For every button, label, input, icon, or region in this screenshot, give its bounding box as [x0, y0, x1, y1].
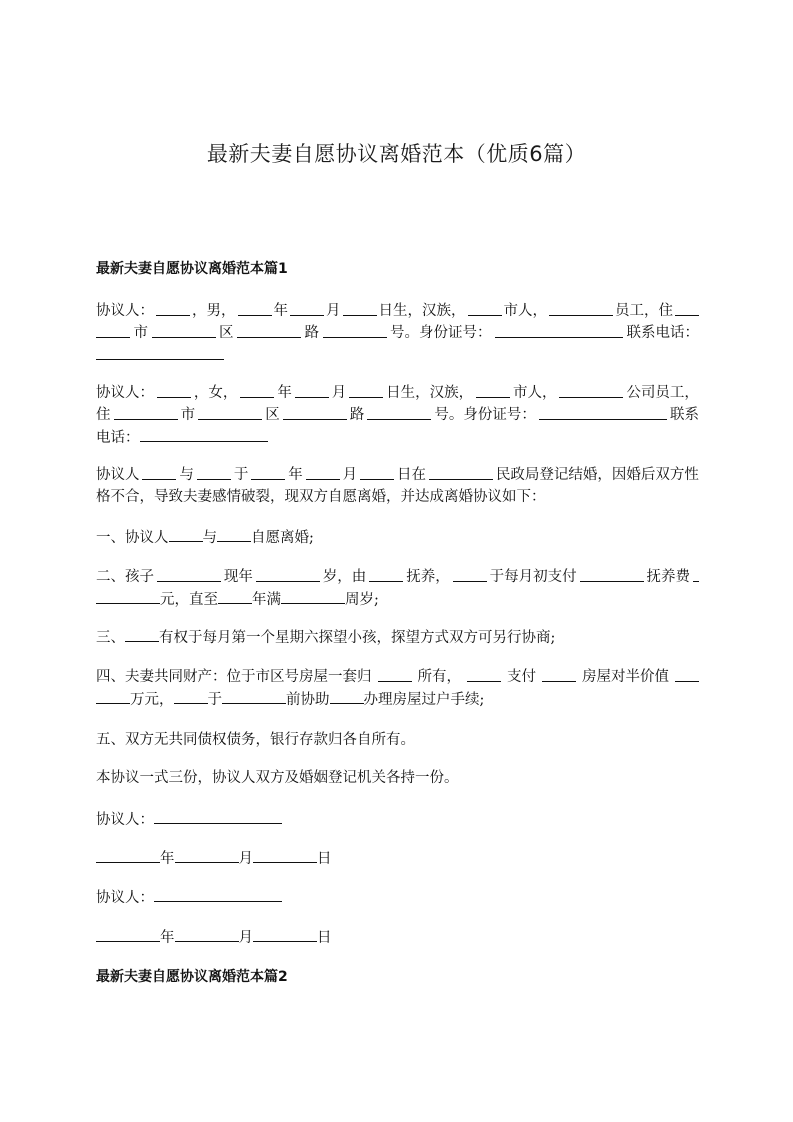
text: 协议人：	[96, 812, 154, 828]
blank-field	[467, 666, 501, 682]
clause-4-line-1	[96, 666, 699, 688]
blank-field	[453, 566, 487, 582]
text: 协议人	[96, 467, 140, 483]
text: 有权于每月第一个星期六探望小孩，探望方式双方可另行协商;	[159, 630, 556, 646]
blank-field	[238, 300, 272, 316]
blank-field	[156, 300, 190, 316]
blank-field	[559, 382, 623, 398]
blank-field	[283, 404, 347, 420]
text: 协议人：	[96, 303, 154, 319]
text: 市	[133, 325, 148, 341]
text: 二、孩子	[96, 569, 154, 585]
blank-field	[125, 626, 159, 642]
text: 自愿离婚;	[251, 530, 314, 546]
text: 与	[179, 467, 194, 483]
signature-2	[96, 886, 699, 908]
signature-1-line	[96, 808, 699, 830]
blank-field	[218, 588, 252, 604]
party-2-line-3	[96, 426, 699, 448]
blank-field	[369, 566, 403, 582]
text: 月	[238, 930, 253, 946]
text: 员工，住	[615, 303, 673, 319]
clause-2-line-2	[96, 588, 699, 610]
text: 周岁;	[345, 592, 379, 608]
text: 抚养，	[406, 569, 450, 585]
blank-field	[549, 300, 613, 316]
blank-field	[96, 344, 224, 360]
blank-field	[306, 464, 340, 480]
text: 一、协议人	[96, 530, 169, 546]
text: 市	[180, 407, 196, 423]
blank-field	[140, 426, 268, 442]
text: 日	[317, 851, 332, 867]
text: 号。身份证号：	[434, 407, 536, 423]
party-1-line-1	[96, 300, 699, 322]
clause-1	[96, 526, 699, 548]
text: 日在	[397, 467, 427, 483]
blank-field	[349, 382, 383, 398]
marriage-line-2	[96, 486, 699, 508]
signature-1	[96, 808, 699, 830]
signature-field	[154, 886, 282, 902]
text: 月	[238, 851, 253, 867]
text: 支付	[507, 669, 536, 685]
text: 年	[160, 930, 175, 946]
blank-field	[96, 688, 130, 704]
text: 岁，由	[322, 569, 367, 585]
blank-field	[343, 300, 377, 316]
text: 月	[342, 467, 358, 483]
blank-field	[169, 526, 203, 542]
party-1-paragraph	[96, 300, 699, 366]
clause-5	[96, 729, 699, 751]
party-1-line-2	[96, 322, 699, 344]
blank-field	[240, 382, 274, 398]
clause-3-line	[96, 626, 699, 648]
text: 路	[304, 325, 319, 341]
blank-field	[114, 404, 178, 420]
blank-field	[476, 382, 510, 398]
text: 年	[277, 385, 292, 401]
blank-field	[96, 322, 130, 338]
blank-field	[290, 300, 324, 316]
blank-field	[152, 322, 216, 338]
blank-field	[222, 688, 286, 704]
blank-field	[157, 566, 221, 582]
party-2-line-2	[96, 404, 699, 426]
clause-2-line-1	[96, 566, 699, 588]
party-2-line-1	[96, 382, 699, 404]
text: 三、	[96, 630, 125, 646]
blank-field	[429, 464, 493, 480]
marriage-paragraph	[96, 464, 699, 508]
text: 民政局登记结婚，因婚后双方性	[495, 467, 699, 483]
blank-field	[96, 926, 160, 942]
blank-field	[96, 847, 160, 863]
date-2	[96, 926, 699, 948]
section-heading-2: 最新夫妻自愿协议离婚范本篇2	[96, 969, 288, 985]
blank-field	[175, 847, 239, 863]
text: 格不合，导致夫妻感情破裂，现双方自愿离婚，并达成离婚协议如下：	[96, 489, 546, 505]
text: 联系电话：	[626, 325, 699, 341]
blank-field	[142, 464, 176, 480]
blank-field	[542, 666, 576, 682]
text: 月	[326, 303, 341, 319]
date-1	[96, 847, 699, 869]
text: 现年	[223, 569, 253, 585]
section-heading-1: 最新夫妻自愿协议离婚范本篇1	[96, 261, 288, 277]
text: 协议人：	[96, 890, 154, 906]
blank-field	[217, 526, 251, 542]
text: 于	[207, 692, 222, 708]
blank-field	[468, 300, 502, 316]
blank-field	[157, 382, 191, 398]
text: 元，直至	[160, 592, 218, 608]
text: 号。身份证号：	[390, 325, 492, 341]
text: 与	[202, 530, 217, 546]
blank-field	[295, 382, 329, 398]
text: 市人，	[513, 385, 557, 401]
clause-1-line	[96, 526, 699, 548]
blank-field	[253, 847, 317, 863]
blank-field	[256, 566, 320, 582]
text: 于每月初支付	[489, 569, 577, 585]
blank-field	[367, 404, 431, 420]
copies-statement	[96, 767, 699, 789]
blank-field	[378, 666, 412, 682]
blank-field	[580, 566, 644, 582]
blank-field	[237, 322, 301, 338]
party-2-paragraph	[96, 382, 699, 448]
text: 区	[219, 325, 234, 341]
text: 日	[317, 930, 332, 946]
text: 所有，	[417, 669, 461, 685]
blank-field	[281, 588, 345, 604]
text: 办理房屋过户手续;	[363, 692, 485, 708]
blank-field	[253, 926, 317, 942]
copies-line: 本协议一式三份，协议人双方及婚姻登记机关各持一份。	[96, 770, 459, 786]
clause-4	[96, 666, 699, 710]
text: 月	[331, 385, 347, 401]
blank-field	[174, 688, 208, 704]
clause-2	[96, 566, 699, 610]
text: 房屋对半价值	[582, 669, 669, 685]
blank-field	[198, 404, 262, 420]
blank-field	[360, 464, 394, 480]
date-2-line	[96, 926, 699, 948]
blank-field	[539, 404, 667, 420]
text: 年满	[252, 592, 281, 608]
text: 于	[233, 467, 249, 483]
text: 路	[349, 407, 365, 423]
text: 日生，汉族，	[386, 385, 474, 401]
text: 万元，	[130, 692, 174, 708]
text: 抚养费	[646, 569, 691, 585]
party-1-line-3	[96, 344, 699, 366]
blank-field	[675, 300, 699, 316]
text: 协议人：	[96, 385, 154, 401]
blank-field	[323, 322, 387, 338]
blank-field	[96, 588, 160, 604]
text: 年	[288, 467, 303, 483]
blank-field	[693, 566, 699, 582]
blank-field	[251, 464, 285, 480]
date-1-line	[96, 847, 699, 869]
text: 公司员工，	[626, 385, 699, 401]
text: ，男，	[192, 303, 236, 319]
signature-field	[154, 808, 282, 824]
text: 联系	[669, 407, 699, 423]
blank-field	[330, 688, 364, 704]
blank-field	[675, 666, 699, 682]
text: 日生，汉族，	[378, 303, 466, 319]
clause-3	[96, 626, 699, 648]
text: 电话：	[96, 430, 140, 446]
text: 区	[265, 407, 280, 423]
text: 四、夫妻共同财产：位于市区号房屋一套归	[96, 669, 372, 685]
document-title: 最新夫妻自愿协议离婚范本（优质6篇）	[206, 142, 587, 166]
clause-4-line-2	[96, 688, 699, 710]
signature-2-line	[96, 886, 699, 908]
clause-5-line: 五、双方无共同债权债务，银行存款归各自所有。	[96, 732, 415, 748]
blank-field	[197, 464, 231, 480]
text: 前协助	[286, 692, 330, 708]
text: 市人，	[503, 303, 547, 319]
text: 住	[96, 407, 111, 423]
blank-field	[495, 322, 623, 338]
marriage-line-1	[96, 464, 699, 486]
text: 年	[160, 851, 175, 867]
text: 年	[273, 303, 288, 319]
text: ，女，	[193, 385, 238, 401]
blank-field	[175, 926, 239, 942]
